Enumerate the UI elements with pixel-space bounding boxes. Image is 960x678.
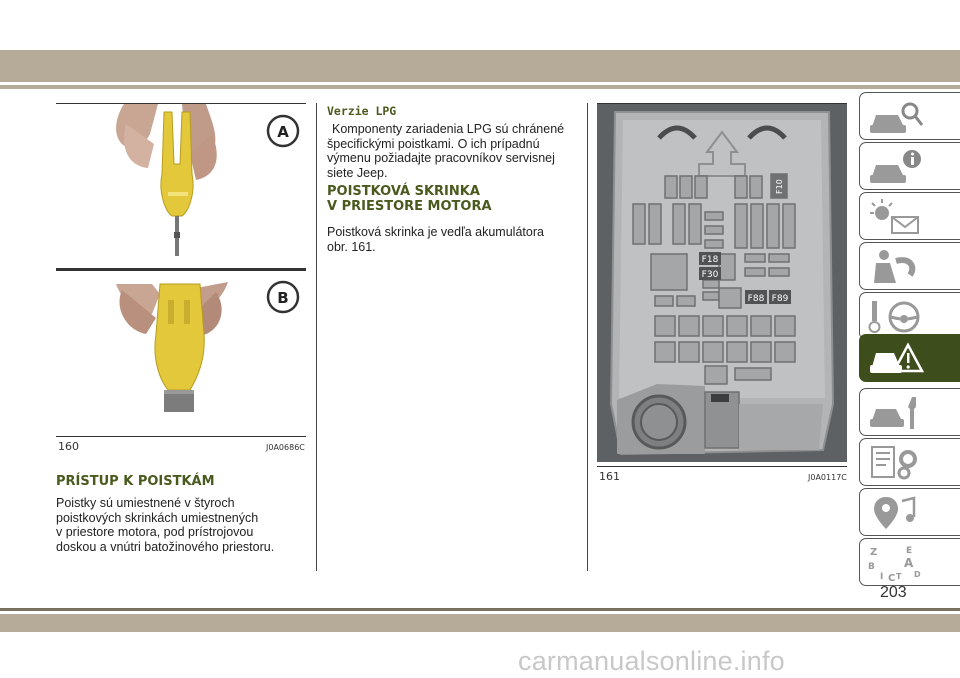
paragraph-line: obr. 161.: [327, 239, 376, 254]
engine-fusebox-photo: [597, 104, 847, 462]
tab-starting-driving[interactable]: [859, 242, 960, 290]
engine-fusebox-paragraph: [327, 225, 582, 254]
tab-in-an-emergency[interactable]: [859, 334, 960, 382]
paragraph-line: výmenu požiadajte pracovníkov servisnej: [327, 151, 555, 166]
lpg-subheading: Verzie LPG: [327, 104, 397, 118]
car-wrench-icon: [866, 393, 926, 433]
paragraph-line: poistkových skrinkách umiestnených: [56, 510, 259, 525]
fuse-label-f89: F89: [771, 294, 789, 304]
tab-safety[interactable]: [859, 192, 960, 240]
figure-160-code: J0A0686C: [266, 443, 305, 452]
tab-dashboard[interactable]: [859, 142, 960, 190]
steering-wheel-key-icon: [866, 297, 926, 337]
tab-technical-specifications[interactable]: [859, 438, 960, 486]
engine-fusebox-heading: [327, 184, 492, 214]
fuse-label-f10: F10: [775, 179, 784, 194]
svg-text:B: B: [868, 562, 875, 572]
figure-160-number: 160: [58, 440, 79, 453]
fuse-label-f30: F30: [701, 270, 719, 280]
svg-text:D: D: [914, 570, 921, 579]
svg-text:Z: Z: [870, 547, 878, 558]
tab-getting-to-know-vehicle[interactable]: [859, 92, 960, 140]
header-rule: [0, 85, 960, 89]
alphabetical-index-icon: [866, 543, 926, 583]
tab-warning-lights[interactable]: [859, 292, 960, 340]
fusebox-illustration: [597, 104, 847, 462]
paragraph-line: doskou a vnútri batožinového priestoru.: [56, 539, 275, 554]
page-number: 203: [880, 584, 907, 601]
fuse-access-paragraph: [56, 496, 306, 554]
heading-line: POISTKOVÁ SKRINKA: [327, 184, 480, 199]
specs-gear-icon: [866, 443, 926, 483]
svg-text:A: A: [904, 556, 914, 570]
fuse-label-f18: F18: [701, 255, 719, 265]
figure-label-a: A: [277, 123, 289, 141]
paragraph-line: v priestore motora, pod prístrojovou: [56, 525, 254, 540]
multimedia-icon: [866, 493, 926, 533]
warning-lights-icon: [866, 197, 926, 237]
svg-text:C: C: [888, 573, 896, 583]
svg-text:I: I: [880, 572, 884, 582]
tab-index[interactable]: [859, 538, 960, 586]
svg-text:T: T: [896, 572, 902, 581]
heading-line: V PRIESTORE MOTORA: [327, 199, 492, 214]
car-info-icon: [866, 147, 926, 187]
tab-servicing[interactable]: [859, 388, 960, 436]
column-divider-right: [587, 103, 588, 571]
footer-band: [0, 614, 960, 632]
paragraph-line: špecifickými poistkami. O ich prípadnú: [327, 136, 540, 151]
figure-161-code: J0A0117C: [808, 473, 847, 482]
watermark: carmanualsonline.info: [518, 646, 785, 676]
car-emergency-icon: [866, 339, 926, 379]
svg-text:E: E: [906, 546, 913, 556]
lpg-paragraph: [327, 122, 582, 180]
figure-161-number: 161: [599, 470, 620, 483]
tab-multimedia[interactable]: [859, 488, 960, 536]
figure-160-caption-rule: [56, 436, 306, 437]
figure-label-b: B: [277, 289, 289, 307]
fuse-label-f88: F88: [747, 294, 765, 304]
paragraph-line: Komponenty zariadenia LPG sú chránené: [332, 122, 565, 136]
paragraph-line: Poistky sú umiestnené v štyroch: [56, 496, 235, 510]
paragraph-line: siete Jeep.: [327, 165, 388, 180]
figure-161-caption-rule: [597, 466, 847, 467]
fuse-access-heading: PRÍSTUP K POISTKÁM: [56, 474, 215, 489]
fuse-puller-photo: [56, 104, 306, 432]
column-divider-left: [316, 103, 317, 571]
paragraph-line: Poistková skrinka je vedľa akumulátora: [327, 225, 544, 239]
fuse-puller-illustration: [56, 104, 306, 432]
footer-rule: [0, 608, 960, 611]
car-search-icon: [866, 97, 926, 137]
header-band: [0, 50, 960, 82]
passenger-airbag-icon: [866, 247, 926, 287]
